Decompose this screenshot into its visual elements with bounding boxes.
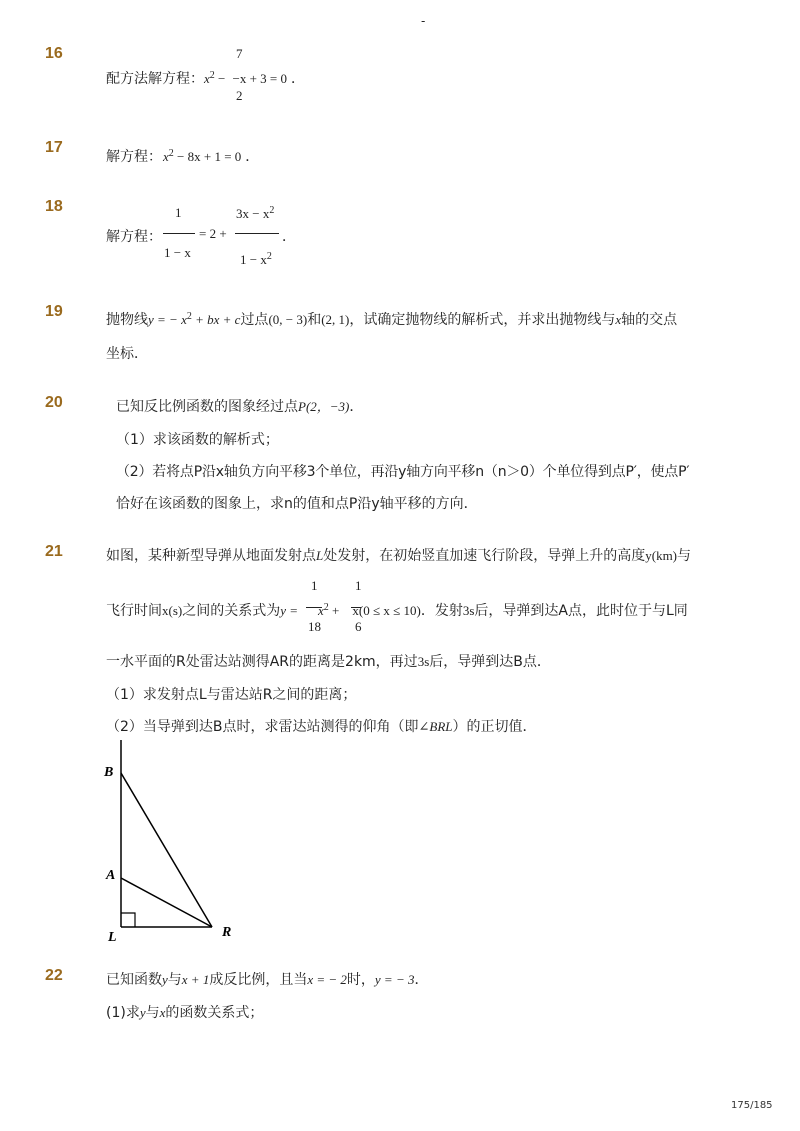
q20-part2: （2）若将点P沿x轴负方向平移3个单位，再沿y轴方向平移n（n＞0）个单位得到点P′，使点P′ [116,464,690,480]
q21-ykm: y(km) [645,548,678,563]
q21-part2b: ）的正切值． [452,719,537,735]
q21-f2-denominator: 6 [355,619,362,634]
q18-middle: = 2 + [199,226,227,241]
q18-left-denominator: 1 − x [164,245,191,260]
label-R: R [222,925,232,940]
question-number-17: 17 [45,139,63,156]
q16-equation [204,68,305,88]
q18-label: 解方程： [106,229,162,245]
q21-l1c: 与 [677,548,692,564]
q20-part2-continued: 恰好在该函数的图象上，求n的值和点P沿y轴平移的方向． [116,496,478,512]
q22-b: 与 [167,972,182,988]
q17-end: ． [245,149,260,165]
q22-part1a: (1)求 [106,1005,140,1021]
q22-a: 已知函数 [106,972,162,988]
q18-right-numerator-text: 3x − x [236,206,270,221]
q20-point: P(2，−3) [298,399,350,414]
label-A: A [106,868,116,883]
q19-text-3: 和 [307,312,322,328]
q17-equation [163,146,259,166]
q22-y: y [162,972,168,987]
q21-L: L [316,548,324,563]
q21-diagram [100,738,250,948]
q16-fraction-denominator: 2 [236,88,243,103]
q22-part1c: 的函数关系式； [165,1005,264,1021]
label-L: L [108,930,117,945]
q21-eq-plus: + [328,603,340,618]
q22-line1 [106,969,428,989]
q21-part1: （1）求发射点L与雷达站R之间的距离； [106,687,357,703]
q19-point-1: (0, − 3) [268,312,308,327]
q18-right-numerator [236,203,274,222]
q21-l3b: 后，导弹到达B点． [429,654,551,670]
q21-part2a: （2）当导弹到达B点时，求雷达站测得的仰角（即 [106,719,419,735]
q16-x: x [204,71,210,86]
q21-f2-numerator: 1 [355,578,362,593]
q19-x-var: x [615,312,622,327]
q21-l1a: 如图，某种新型导弹从地面发射点 [106,548,316,564]
q21-l2b: 之间的关系式为 [182,603,281,619]
q16-fraction-numerator: 7 [236,46,243,61]
question-number-16: 16 [45,45,63,62]
header-mark: - [421,14,426,28]
q19-eq-a: y = − x [148,312,187,327]
q18-left-fraction-bar [163,233,195,234]
q22-cond2: y = − 3 [374,972,415,987]
q22-xp1: x + 1 [181,972,210,987]
q17-x: x [163,149,169,164]
q21-f1-numerator: 1 [311,578,318,593]
q19-text-4: ，试确定抛物线的解析式，并求出抛物线与 [349,312,616,328]
q22-e: ． [414,972,429,988]
q21-l2d: 后，导弹到达A点，此时位于与L同 [474,603,688,619]
q20-intro-end: ． [349,399,364,415]
page-number: 175/185 [731,1100,773,1111]
question-number-22: 22 [45,967,63,984]
q19-eq-b: + bx + c [191,312,241,327]
q18-right-denominator [240,249,272,268]
q16-minus: − [214,71,226,86]
q16-label: 配方法解方程： [106,71,204,87]
q16-rest: x + 3 = 0 [239,71,287,86]
q22-c: 成反比例，且当 [209,972,308,988]
q21-eq-x2: x [318,603,324,618]
q16-fraction-bar: − [232,71,240,86]
question-number-18: 18 [45,198,63,215]
q19-text-2: 过点 [240,312,269,328]
q22-cond1: x = − 2 [307,972,347,987]
q22-part1-y: y [139,1005,146,1020]
line-BR [121,773,212,927]
q17-rest: − 8x + 1 = 0 [173,149,242,164]
q16-exponent: 2 [209,70,215,81]
q18-right-denominator-text: 1 − x [240,252,267,267]
q22-d: 时， [346,972,375,988]
q20-intro [116,396,363,416]
q21-eq-exp: 2 [323,602,329,613]
q19-eq-exp: 2 [186,311,192,322]
q21-line2 [106,600,688,620]
q21-l2a: 飞行时间 [106,603,162,619]
q18-right-numerator-exp: 2 [269,205,275,216]
q21-xs: x(s) [162,603,183,618]
question-number-21: 21 [45,543,63,560]
q18-end: ． [282,229,296,245]
q21-l3a: 一水平面的R处雷达站测得AR的距离是2km，再过 [106,654,418,670]
q19-point-2: (2, 1) [321,312,350,327]
q18-left-numerator: 1 [175,205,182,220]
q19-text-1: 抛物线 [106,312,148,328]
q20-part1: （1）求该函数的解析式； [116,432,279,448]
q21-eq-y: y = [280,603,299,618]
q20-intro-text: 已知反比例函数的图象经过点 [116,399,298,415]
q21-line1 [106,545,691,565]
q21-t3s-2: 3s [417,654,430,669]
q19-line2: 坐标． [106,346,148,362]
q22-part1 [106,1002,263,1022]
q21-line3 [106,651,551,671]
q22-part1-x: x [159,1005,166,1020]
q21-f1-denominator: 18 [308,619,321,634]
q21-l1b: 处发射，在初始竖直加速飞行阶段，导弹上升的高度 [323,548,646,564]
q21-t3s: 3s [462,603,475,618]
q21-eq-tail: x(0 ≤ x ≤ 10) [352,603,421,618]
label-B: B [104,765,114,780]
q16-end: ． [290,71,305,87]
q21-l2c: ．发射 [420,603,463,619]
q22-part1b: 与 [145,1005,160,1021]
q19-text-5: 轴的交点 [621,312,678,328]
question-number-19: 19 [45,303,63,320]
q18-right-denominator-exp: 2 [266,251,272,262]
q19-line1 [106,309,677,329]
q17-exponent: 2 [168,148,174,159]
q21-angle: ∠BRL [418,719,453,734]
question-number-20: 20 [45,394,63,411]
q17-label: 解方程： [106,149,162,165]
q21-part2 [106,716,537,736]
right-angle-mark [121,913,135,927]
q18-right-fraction-bar [235,233,279,234]
